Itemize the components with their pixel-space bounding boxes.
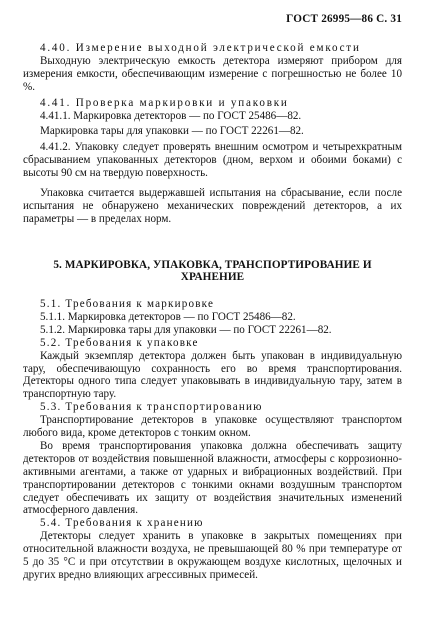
section-5-1-2: 5.1.2. Маркировка тары для упаковки — по ГОСТ 22261—82.	[40, 323, 332, 336]
section-5-1-title: 5.1. Требования к маркировке	[40, 297, 215, 310]
section-4-40-text: Выходную электрическую емкость детектора измеряют прибором для измерения емкости, обеспечивающим измерение с погрешностью не более 10 %.	[23, 54, 402, 93]
section-5-title: 5. МАРКИРОВКА, УПАКОВКА, ТРАНСПОРТИРОВАНИЕ И ХРАНЕНИЕ	[53, 258, 372, 284]
section-4-41-title: 4.41. Проверка маркировки и упаковки	[40, 96, 289, 109]
section-5-3-text-1: Транспортирование детекторов в упаковке осуществляют транспортом любого вида, кроме детекторов с тонким окном.	[23, 414, 402, 440]
section-5-4-title: 5.4. Требования к хранению	[40, 517, 204, 530]
section-5-3-text-2: Во время транспортирования упаковка должна обеспечивать защиту детекторов от воздействия повышенной влажности, атмосферы с коррозионно-активными агентами, а также от ударных и вибрационных воздействий. При транспортировании детекторов с тонкими окнами воздушным транспортом следует обеспечивать их защиту от воздействия значительных изменений атмосферного давления.	[23, 439, 402, 517]
page-header: ГОСТ 26995—86 С. 31	[286, 13, 402, 25]
section-4-40-title: 4.40. Измерение выходной электрической емкости	[40, 42, 361, 54]
section-5-2-title: 5.2. Требования к упаковке	[40, 336, 199, 349]
section-4-41-2: 4.41.2. Упаковку следует проверять внешним осмотром и четырехкратным сбрасыванием упакованных детекторов (дном, верхом и обоими боками) с высоты 90 см на твердую поверхность.	[23, 141, 402, 180]
section-4-41-2-b: Упаковка считается выдержавшей испытания на сбрасывание, если после испытания не обнаружено механических повреждений детекторов, а их параметры — в пределах норм.	[23, 187, 402, 225]
section-4-41-1: 4.41.1. Маркировка детекторов — по ГОСТ 25486—82.	[40, 109, 302, 122]
section-5-3-title: 5.3. Требования к транспортированию	[40, 401, 263, 414]
section-5-2-text: Каждый экземпляр детектора должен быть упакован в индивидуальную тару, обеспечивающую сохранность его во время транспортирования. Детекторы одного типа следует упаковывать в индивидуальную тару, затем в транспортную тару.	[23, 349, 402, 401]
document-body	[23, 42, 402, 582]
section-5-4-text: Детекторы следует хранить в упаковке в закрытых помещениях при относительной влажности воздуха, не превышающей 80 % при температуре от 5 до 35 °С и при отсутствии в окружающем воздухе кислотных, щелочных и других вредно влияющих агрессивных примесей.	[23, 530, 402, 581]
section-4-41-1-b: Маркировка тары для упаковки — по ГОСТ 22261—82.	[40, 125, 304, 138]
section-5-1-1: 5.1.1. Маркировка детекторов — по ГОСТ 25486—82.	[40, 310, 296, 323]
